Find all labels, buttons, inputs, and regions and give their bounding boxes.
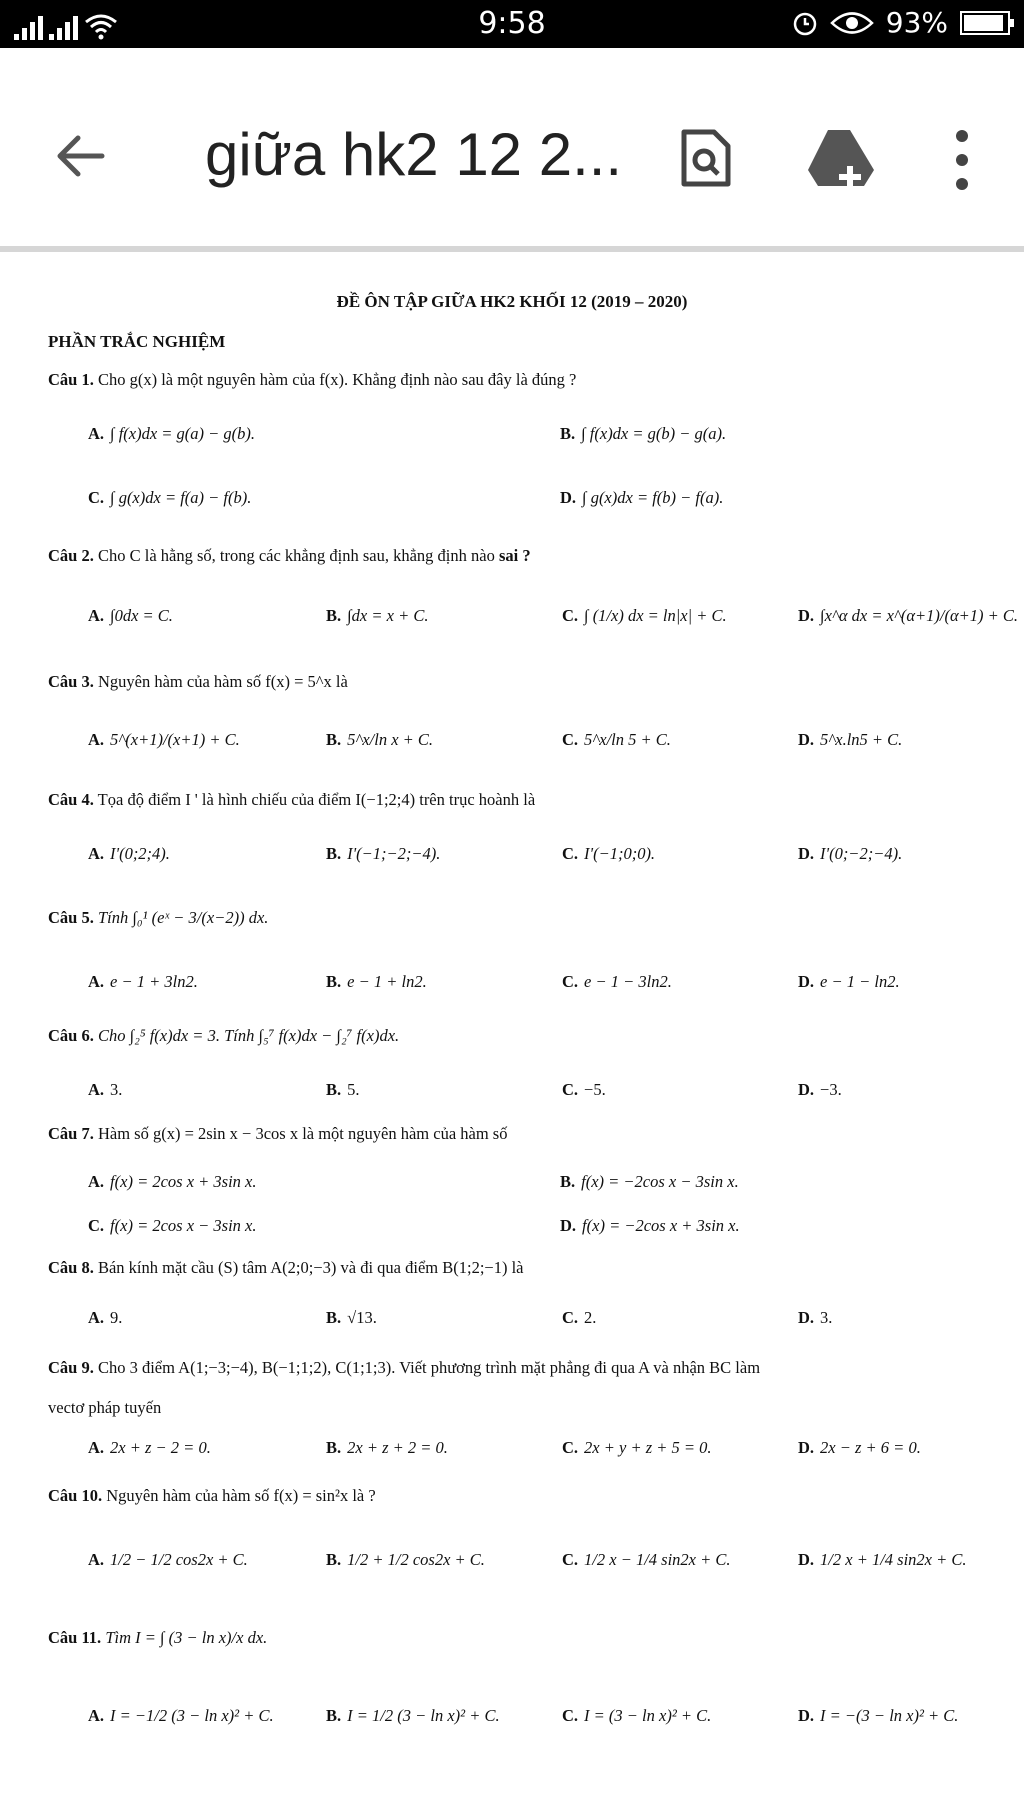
option-a[interactable]: A. I = −1/2 (3 − ln x)² + C. xyxy=(88,1706,274,1725)
option-a[interactable]: A. 1/2 − 1/2 cos2x + C. xyxy=(88,1550,248,1569)
question-5: Câu 5. Tính ∫₀¹ (eˣ − 3/(x−2)) dx. xyxy=(48,908,269,927)
back-arrow-icon[interactable] xyxy=(52,128,108,184)
option-d[interactable]: D. ∫ g(x)dx = f(b) − f(a). xyxy=(560,488,724,507)
document-page xyxy=(0,252,1024,1820)
question-9: Câu 9. Cho 3 điểm A(1;−3;−4), B(−1;1;2), C(1;1;3). Viết phương trình mặt phẳng đi qua A và nhận BC làm xyxy=(48,1358,761,1377)
option-a[interactable]: A. ∫0dx = C. xyxy=(88,606,173,625)
question-3: Câu 3. Nguyên hàm của hàm số f(x) = 5^x là xyxy=(48,672,348,691)
question-11: Câu 11. Tìm I = ∫ (3 − ln x)/x dx. xyxy=(48,1628,268,1647)
option-c[interactable]: C. −5. xyxy=(562,1080,606,1099)
option-d[interactable]: D. 1/2 x + 1/4 sin2x + C. xyxy=(798,1550,967,1569)
question-1: Câu 1. Cho g(x) là một nguyên hàm của f(x). Khẳng định nào sau đây là đúng ? xyxy=(48,370,577,389)
option-b[interactable]: B. f(x) = −2cos x − 3sin x. xyxy=(560,1172,739,1191)
more-options-icon[interactable] xyxy=(950,128,974,192)
option-b[interactable]: B. I = 1/2 (3 − ln x)² + C. xyxy=(326,1706,500,1725)
option-b[interactable]: B. e − 1 + ln2. xyxy=(326,972,427,991)
clock: 9:58 xyxy=(478,6,546,41)
option-d[interactable]: D. 5^x.ln5 + C. xyxy=(798,730,903,749)
question-8: Câu 8. Bán kính mặt cầu (S) tâm A(2;0;−3) và đi qua điểm B(1;2;−1) là xyxy=(48,1258,524,1277)
document-title: giữa hk2 12 2... xyxy=(205,121,623,188)
option-c[interactable]: C. e − 1 − 3ln2. xyxy=(562,972,672,991)
option-c[interactable]: C. ∫ (1/x) dx = ln|x| + C. xyxy=(562,606,727,625)
option-d[interactable]: D. f(x) = −2cos x + 3sin x. xyxy=(560,1216,740,1235)
option-d[interactable]: D. I'(0;−2;−4). xyxy=(798,844,903,863)
option-a[interactable]: A. ∫ f(x)dx = g(a) − g(b). xyxy=(88,424,256,443)
question-7: Câu 7. Hàm số g(x) = 2sin x − 3cos x là một nguyên hàm của hàm số xyxy=(48,1124,508,1143)
option-c[interactable]: C. ∫ g(x)dx = f(a) − f(b). xyxy=(88,488,252,507)
question-10: Câu 10. Nguyên hàm của hàm số f(x) = sin²x là ? xyxy=(48,1486,376,1505)
add-to-drive-icon[interactable] xyxy=(806,128,876,190)
eye-icon xyxy=(830,10,874,36)
question-2: Câu 2. Cho C là hằng số, trong các khẳng định sau, khẳng định nào sai ? xyxy=(48,546,531,565)
option-a[interactable]: A. e − 1 + 3ln2. xyxy=(88,972,198,991)
option-b[interactable]: B. I'(−1;−2;−4). xyxy=(326,844,441,863)
battery-percent: 93% xyxy=(885,6,948,39)
option-c[interactable]: C. f(x) = 2cos x − 3sin x. xyxy=(88,1216,257,1235)
question-9-line-2: vectơ pháp tuyến xyxy=(48,1398,162,1417)
option-c[interactable]: C. I = (3 − ln x)² + C. xyxy=(562,1706,712,1725)
option-d[interactable]: D. ∫x^α dx = x^(α+1)/(α+1) + C. xyxy=(798,606,1019,625)
option-a[interactable]: A. f(x) = 2cos x + 3sin x. xyxy=(88,1172,257,1191)
option-b[interactable]: B. √13. xyxy=(326,1308,377,1327)
option-c[interactable]: C. 5^x/ln 5 + C. xyxy=(562,730,671,749)
option-a[interactable]: A. 2x + z − 2 = 0. xyxy=(88,1438,211,1457)
option-b[interactable]: B. ∫dx = x + C. xyxy=(326,606,429,625)
option-c[interactable]: C. 2. xyxy=(562,1308,597,1327)
find-in-page-icon[interactable] xyxy=(680,128,732,188)
option-d[interactable]: D. 3. xyxy=(798,1308,833,1327)
option-a[interactable]: A. I'(0;2;4). xyxy=(88,844,170,863)
alarm-icon xyxy=(792,10,818,36)
option-a[interactable]: A. 9. xyxy=(88,1308,123,1327)
question-6: Câu 6. Cho ∫₂⁵ f(x)dx = 3. Tính ∫₅⁷ f(x)dx − ∫₂⁷ f(x)dx. xyxy=(48,1026,400,1045)
option-b[interactable]: B. 5. xyxy=(326,1080,360,1099)
app-bar xyxy=(0,48,1024,248)
option-b[interactable]: B. 1/2 + 1/2 cos2x + C. xyxy=(326,1550,485,1569)
option-c[interactable]: C. I'(−1;0;0). xyxy=(562,844,656,863)
exam-heading: ĐỀ ÔN TẬP GIỮA HK2 KHỐI 12 (2019 – 2020) xyxy=(336,292,688,311)
option-a[interactable]: A. 3. xyxy=(88,1080,123,1099)
option-b[interactable]: B. ∫ f(x)dx = g(b) − g(a). xyxy=(560,424,727,443)
option-d[interactable]: D. I = −(3 − ln x)² + C. xyxy=(798,1706,959,1725)
option-d[interactable]: D. −3. xyxy=(798,1080,842,1099)
section-title: PHẦN TRẮC NGHIỆM xyxy=(48,332,226,351)
status-bar xyxy=(0,0,1024,48)
option-d[interactable]: D. e − 1 − ln2. xyxy=(798,972,900,991)
option-b[interactable]: B. 2x + z + 2 = 0. xyxy=(326,1438,448,1457)
question-4: Câu 4. Tọa độ điểm I ' là hình chiếu của điểm I(−1;2;4) trên trục hoành là xyxy=(48,790,536,809)
option-b[interactable]: B. 5^x/ln x + C. xyxy=(326,730,434,749)
option-a[interactable]: A. 5^(x+1)/(x+1) + C. xyxy=(88,730,240,749)
option-c[interactable]: C. 1/2 x − 1/4 sin2x + C. xyxy=(562,1550,731,1569)
option-d[interactable]: D. 2x − z + 6 = 0. xyxy=(798,1438,921,1457)
battery-icon xyxy=(960,11,1010,35)
option-c[interactable]: C. 2x + y + z + 5 = 0. xyxy=(562,1438,712,1457)
